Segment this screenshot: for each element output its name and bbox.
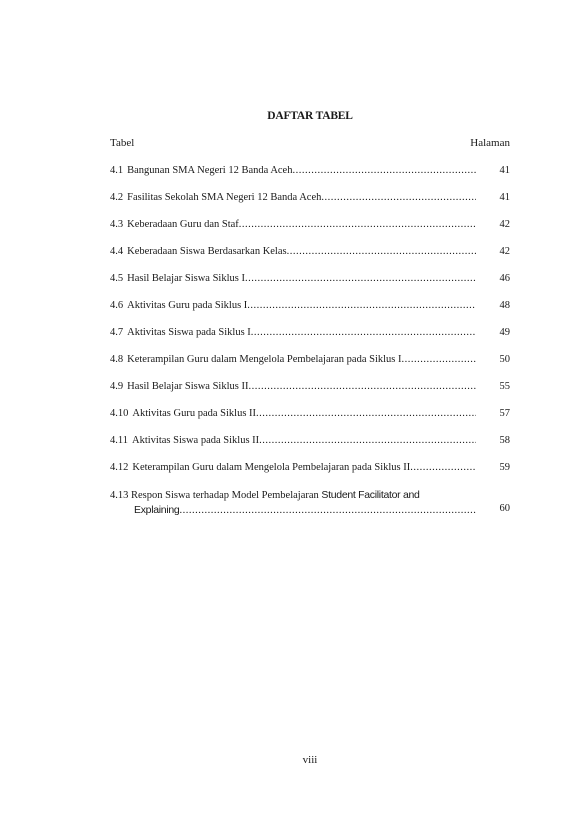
entry-number: 4.9 bbox=[110, 381, 124, 392]
leader-dots bbox=[256, 407, 476, 421]
entry-number: 4.8 bbox=[110, 354, 124, 365]
entry-title: Fasilitas Sekolah SMA Negeri 12 Banda Aceh bbox=[127, 192, 322, 203]
entry-title: Aktivitas Siswa pada Siklus II bbox=[132, 435, 260, 446]
entry-page: 48 bbox=[499, 300, 510, 311]
list-item bbox=[110, 326, 510, 353]
entry-title: Bangunan SMA Negeri 12 Banda Aceh bbox=[127, 165, 293, 176]
leader-dots bbox=[248, 380, 476, 394]
header-tabel: Tabel bbox=[110, 137, 135, 149]
entry-number: 4.5 bbox=[110, 273, 124, 284]
leader-dots bbox=[287, 245, 476, 259]
entry-page: 50 bbox=[499, 354, 510, 365]
entry-number: 4.13 bbox=[110, 490, 129, 501]
header-halaman: Halaman bbox=[470, 137, 510, 149]
entry-page: 41 bbox=[499, 165, 510, 176]
leader-dots bbox=[179, 504, 476, 518]
list-item bbox=[110, 434, 510, 461]
entry-number: 4.6 bbox=[110, 300, 124, 311]
list-item bbox=[110, 191, 510, 218]
leader-dots bbox=[410, 461, 476, 475]
entry-page: 57 bbox=[499, 408, 510, 419]
entry-title: Keberadaan Siswa Berdasarkan Kelas bbox=[127, 246, 287, 257]
entry-title-continued: Explaining bbox=[134, 504, 180, 516]
entry-page: 46 bbox=[499, 273, 510, 284]
list-item bbox=[110, 245, 510, 272]
entry-title: Respon Siswa terhadap Model Pembelajaran bbox=[131, 490, 319, 501]
entry-title: Hasil Belajar Siswa Siklus II bbox=[127, 381, 249, 392]
list-item bbox=[110, 299, 510, 326]
entry-title: Keberadaan Guru dan Staf bbox=[127, 219, 239, 230]
list-item bbox=[110, 164, 510, 191]
entry-number: 4.3 bbox=[110, 219, 124, 230]
page-title: DAFTAR TABEL bbox=[267, 110, 353, 122]
list-item bbox=[110, 353, 510, 380]
entry-number: 4.10 bbox=[110, 408, 129, 419]
list-item bbox=[110, 488, 510, 520]
list-item bbox=[110, 272, 510, 299]
entry-number: 4.7 bbox=[110, 327, 124, 338]
leader-dots bbox=[239, 218, 476, 232]
entry-title: Keterampilan Guru dalam Mengelola Pembelajaran pada Siklus II bbox=[132, 462, 411, 473]
entry-title: Keterampilan Guru dalam Mengelola Pembelajaran pada Siklus I bbox=[127, 354, 402, 365]
entry-title-model: Student Facilitator and bbox=[321, 489, 420, 501]
entry-page: 59 bbox=[499, 462, 510, 473]
table-of-tables bbox=[110, 164, 510, 520]
leader-dots bbox=[251, 326, 476, 340]
leader-dots bbox=[247, 299, 476, 313]
list-item bbox=[110, 380, 510, 407]
entry-title: Aktivitas Siswa pada Siklus I bbox=[127, 327, 251, 338]
list-item bbox=[110, 407, 510, 434]
leader-dots bbox=[321, 191, 476, 205]
page-number: viii bbox=[302, 754, 318, 766]
entry-page: 58 bbox=[499, 435, 510, 446]
entry-page: 41 bbox=[499, 192, 510, 203]
entry-number: 4.1 bbox=[110, 165, 124, 176]
entry-page: 42 bbox=[499, 219, 510, 230]
leader-dots bbox=[292, 164, 476, 178]
leader-dots bbox=[245, 272, 476, 286]
entry-page: 60 bbox=[499, 503, 510, 514]
entry-title: Hasil Belajar Siswa Siklus I bbox=[127, 273, 245, 284]
entry-number: 4.12 bbox=[110, 462, 129, 473]
list-item bbox=[110, 461, 510, 488]
leader-dots bbox=[402, 353, 477, 367]
entry-number: 4.11 bbox=[110, 435, 128, 446]
list-item bbox=[110, 218, 510, 245]
entry-page: 42 bbox=[499, 246, 510, 257]
entry-page: 55 bbox=[499, 381, 510, 392]
leader-dots bbox=[259, 434, 476, 448]
entry-page: 49 bbox=[499, 327, 510, 338]
entry-title: Aktivitas Guru pada Siklus II bbox=[132, 408, 257, 419]
entry-title: Aktivitas Guru pada Siklus I bbox=[127, 300, 248, 311]
entry-number: 4.4 bbox=[110, 246, 124, 257]
entry-number: 4.2 bbox=[110, 192, 124, 203]
